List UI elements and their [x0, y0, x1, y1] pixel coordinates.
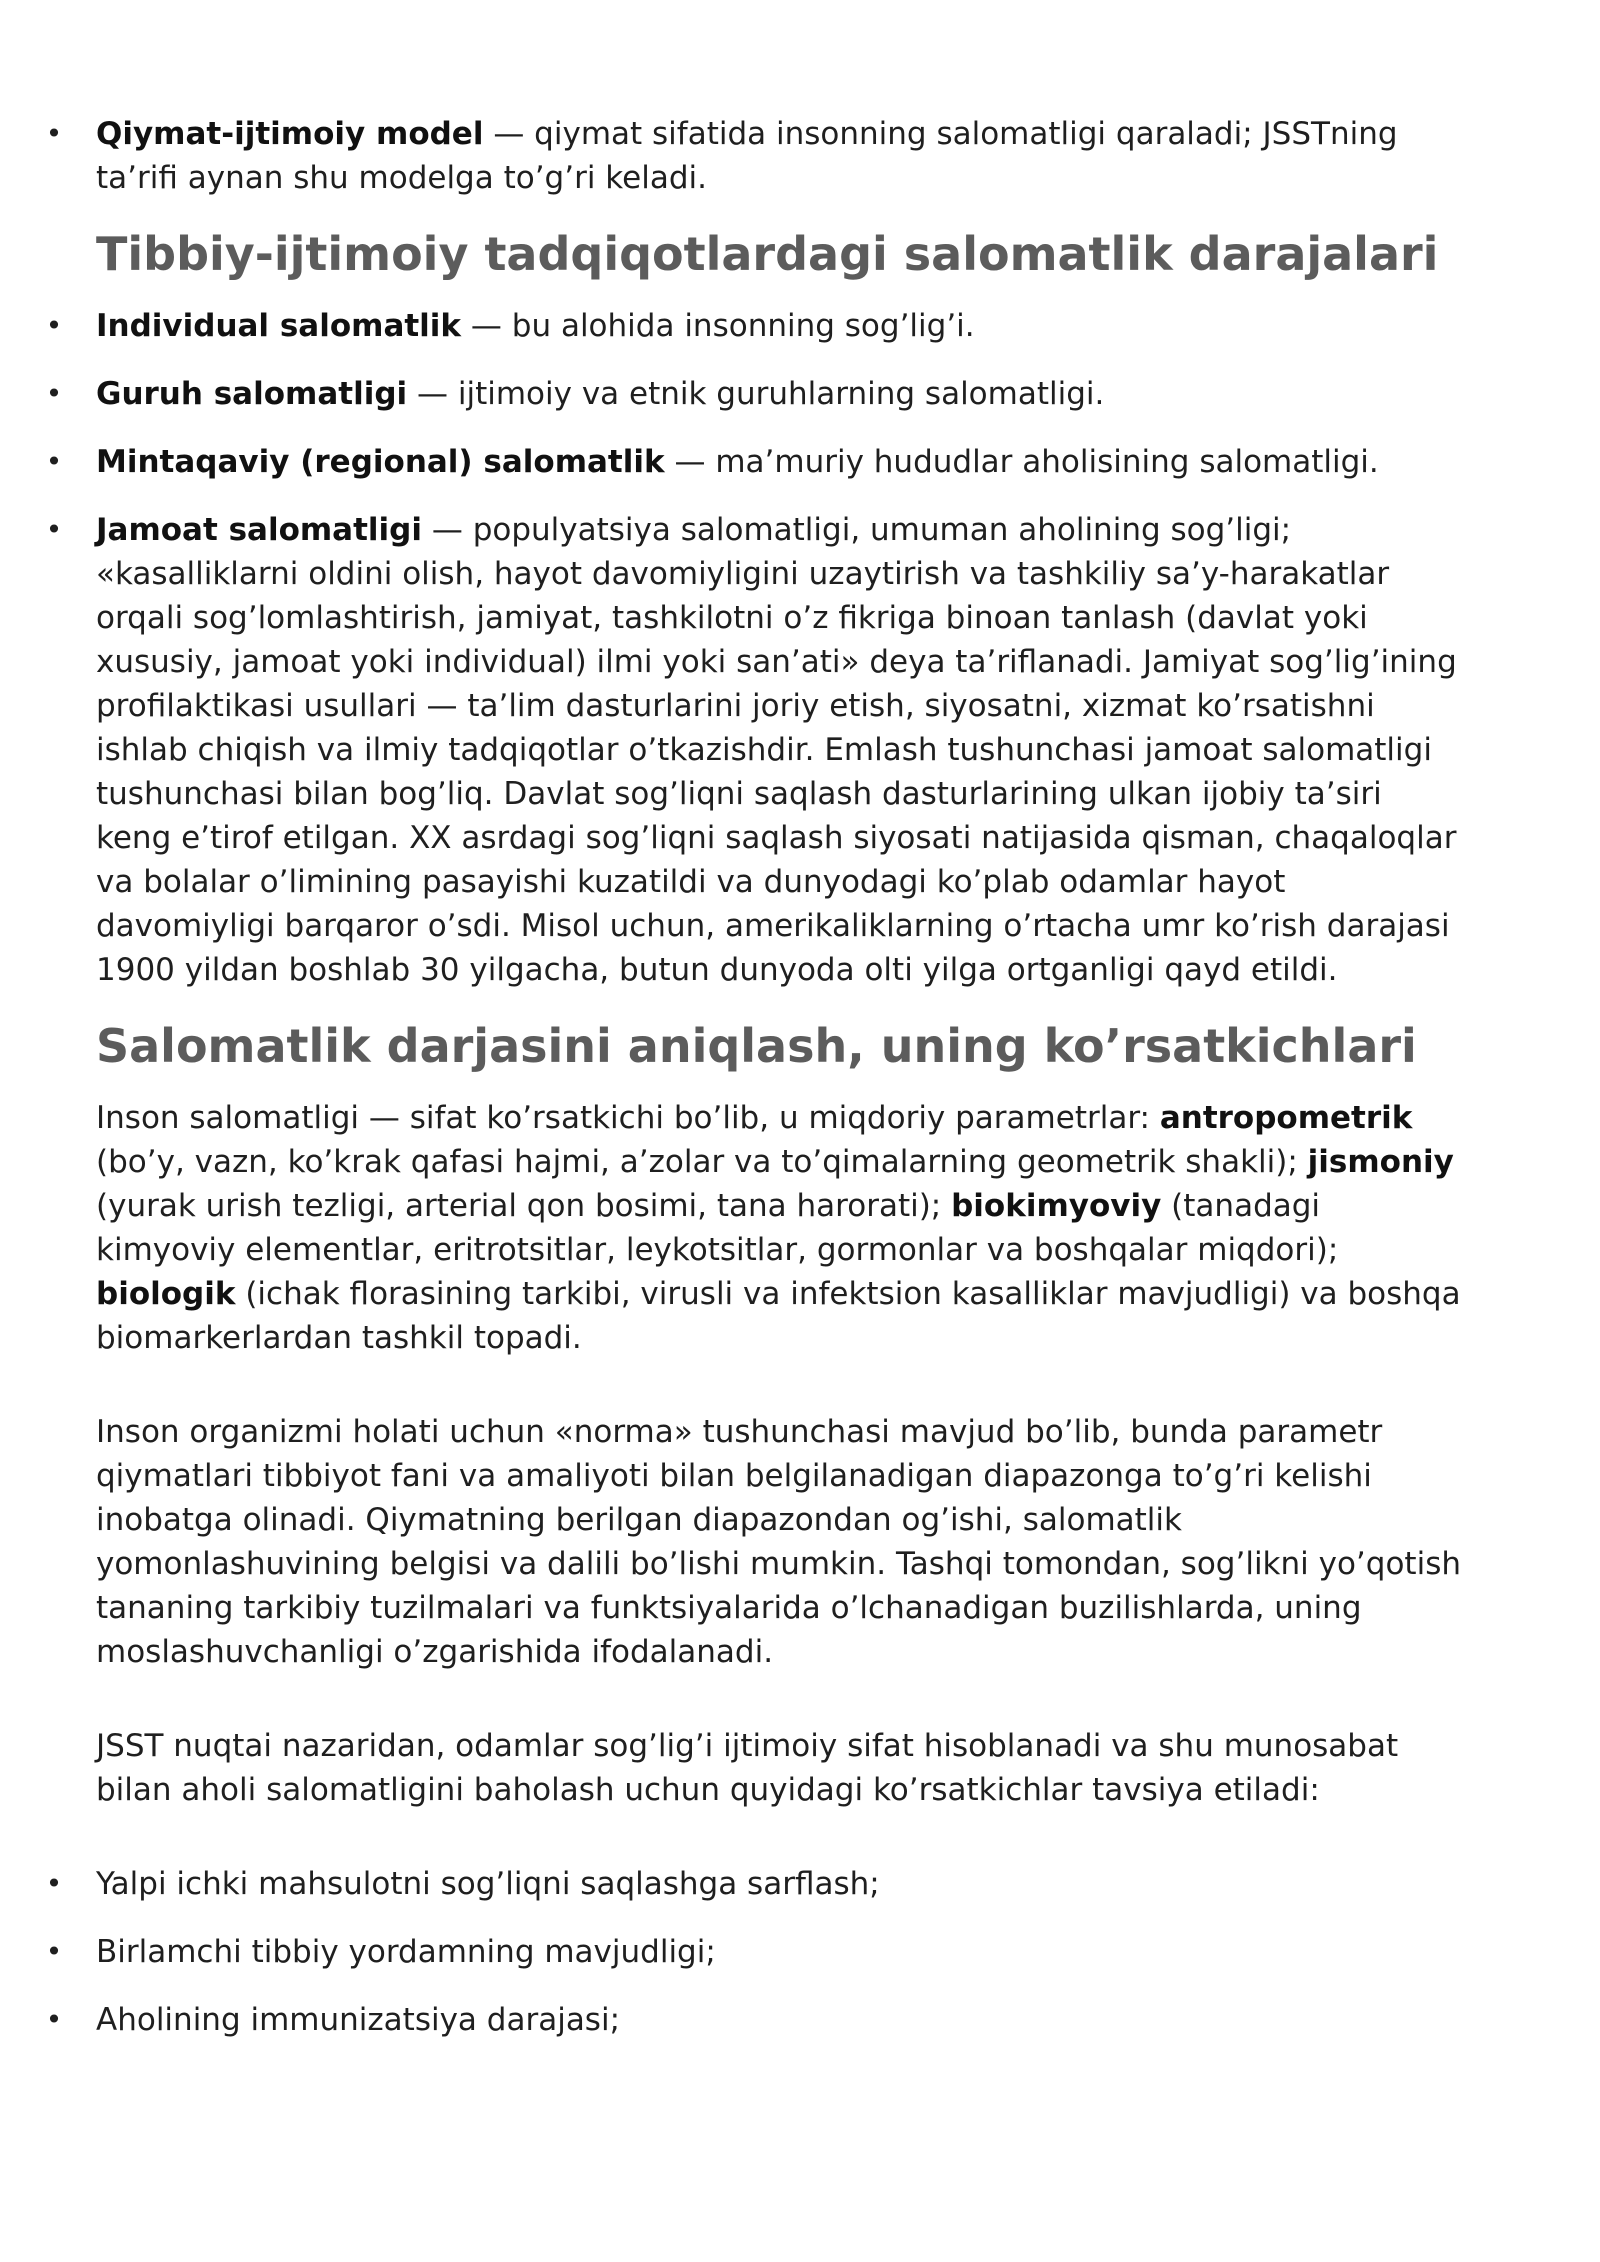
- list-item-term: Individual salomatlik: [96, 308, 462, 344]
- list-item: [45, 1998, 1466, 2042]
- term-biologik: biologik: [96, 1276, 236, 1312]
- bullet-icon: •: [45, 513, 63, 546]
- bullet-icon: •: [45, 309, 63, 342]
- bullet-icon: •: [45, 1935, 63, 1968]
- paragraph-parameters: [96, 1096, 1466, 1360]
- bullet-icon: •: [45, 2003, 63, 2036]
- health-levels-list: [45, 304, 1466, 992]
- term-biokimyoviy: biokimyoviy: [951, 1188, 1162, 1224]
- paragraph-text: (bo’y, vazn, ko’krak qafasi hajmi, a’zolar va to’qimalarning geometrik shakli);: [96, 1144, 1308, 1180]
- section-heading-indicators: Salomatlik darjasini aniqlash, uning ko’rsatkichlari: [96, 1019, 1417, 1073]
- list-item-text: — ijtimoiy va etnik guruhlarning salomatligi.: [407, 376, 1105, 412]
- list-item-text: Birlamchi tibbiy yordamning mavjudligi;: [96, 1934, 716, 1970]
- paragraph-text: (yurak urish tezligi, arterial qon bosimi, tana harorati);: [96, 1188, 952, 1224]
- list-item-text: — bu alohida insonning sog’lig’i.: [461, 308, 975, 344]
- indicators-list: [45, 1862, 1466, 2042]
- list-item-term: Mintaqaviy (regional) salomatlik: [96, 444, 665, 480]
- list-item: [45, 304, 1466, 348]
- list-item-text: — ma’muriy hududlar aholisining salomatligi.: [664, 444, 1379, 480]
- term-jismoniy: jismoniy: [1307, 1144, 1454, 1180]
- paragraph-text: (ichak florasining tarkibi, virusli va infektsion kasalliklar mavjudligi) va boshqa biomarkerlardan tashkil topadi.: [96, 1276, 1461, 1356]
- list-item-term: Qiymat-ijtimoiy model: [96, 116, 484, 152]
- model-list: [45, 112, 1466, 200]
- list-item-text: Aholining immunizatsiya darajasi;: [96, 2002, 621, 2038]
- document-page: [45, 112, 1466, 2066]
- section-heading-levels: Tibbiy-ijtimoiy tadqiqotlardagi salomatlik darajalari: [96, 227, 1439, 281]
- list-item: [45, 112, 1466, 200]
- list-item-text: — populyatsiya salomatligi, umuman aholining sog’ligi; «kasalliklarni oldini olish, hayot davomiyligini uzaytirish va tashkiliy sa’y-harakatlar orqali sog’lomlashtirish, jamiyat, tashkilotni o’z fikriga binoan tanlash (davlat yoki xususiy, jamoat yoki individual) ilmi yoki san’ati» deya ta’riflanadi. Jamiyat sog’lig’ining profilaktikasi usullari — ta’lim dasturlarini joriy etish, siyosatni, xizmat ko’rsatishni ishlab chiqish va ilmiy tadqiqotlar o’tkazishdir. Emlash tushunchasi jamoat salomatligi tushunchasi bilan bog’liq. Davlat sog’liqni saqlash dasturlarining ulkan ijobiy ta’siri keng e’tirof etilgan. XX asrdagi sog’liqni saqlash siyosati natijasida qisman, chaqaloqlar va bolalar o’limining pasayishi kuzatildi va dunyodagi ko’plab odamlar hayot davomiyligi barqaror o’sdi. Misol uchun, amerikaliklarning o’rtacha umr ko’rish darajasi 1900 yildan boshlab 30 yilgacha, butun dunyoda olti yilga ortganligi qayd etildi.: [96, 512, 1457, 988]
- paragraph-text: (tanadagi kimyoviy elementlar, eritrotsitlar, leykotsitlar, gormonlar va boshqalar miqdori);: [96, 1188, 1339, 1268]
- bullet-icon: •: [45, 117, 63, 150]
- list-item: [45, 1862, 1466, 1906]
- list-item: [45, 372, 1466, 416]
- bullet-icon: •: [45, 445, 63, 478]
- bullet-icon: •: [45, 1867, 63, 1900]
- list-item: [45, 508, 1466, 992]
- list-item-text: — qiymat sifatida insonning salomatligi qaraladi; JSSTning ta’rifi aynan shu modelga to’g’ri keladi.: [96, 116, 1398, 196]
- list-item-text: Yalpi ichki mahsulotni sog’liqni saqlashga sarflash;: [96, 1866, 880, 1902]
- paragraph-text: Inson salomatligi — sifat ko’rsatkichi bo’lib, u miqdoriy parametrlar:: [96, 1100, 1160, 1136]
- bullet-icon: •: [45, 377, 63, 410]
- list-item-term: Guruh salomatligi: [96, 376, 408, 412]
- list-item: [45, 440, 1466, 484]
- term-antropometrik: antropometrik: [1159, 1100, 1413, 1136]
- list-item: [45, 1930, 1466, 1974]
- paragraph-jsst: JSST nuqtai nazaridan, odamlar sog’lig’i ijtimoiy sifat hisoblanadi va shu munosabat bilan aholi salomatligini baholash uchun quyidagi ko’rsatkichlar tavsiya etiladi:: [96, 1728, 1399, 1808]
- list-item-term: Jamoat salomatligi: [96, 512, 422, 548]
- paragraph-norma: Inson organizmi holati uchun «norma» tushunchasi mavjud bo’lib, bunda parametr qiymatlari tibbiyot fani va amaliyoti bilan belgilanadigan diapazonga to’g’ri kelishi inobatga olinadi. Qiymatning berilgan diapazondan og’ishi, salomatlik yomonlashuvining belgisi va dalili bo’lishi mumkin. Tashqi tomondan, sog’likni yo’qotish tananing tarkibiy tuzilmalari va funktsiyalarida o’lchanadigan buzilishlarda, uning moslashuvchanligi o’zgarishida ifodalanadi.: [96, 1414, 1461, 1670]
